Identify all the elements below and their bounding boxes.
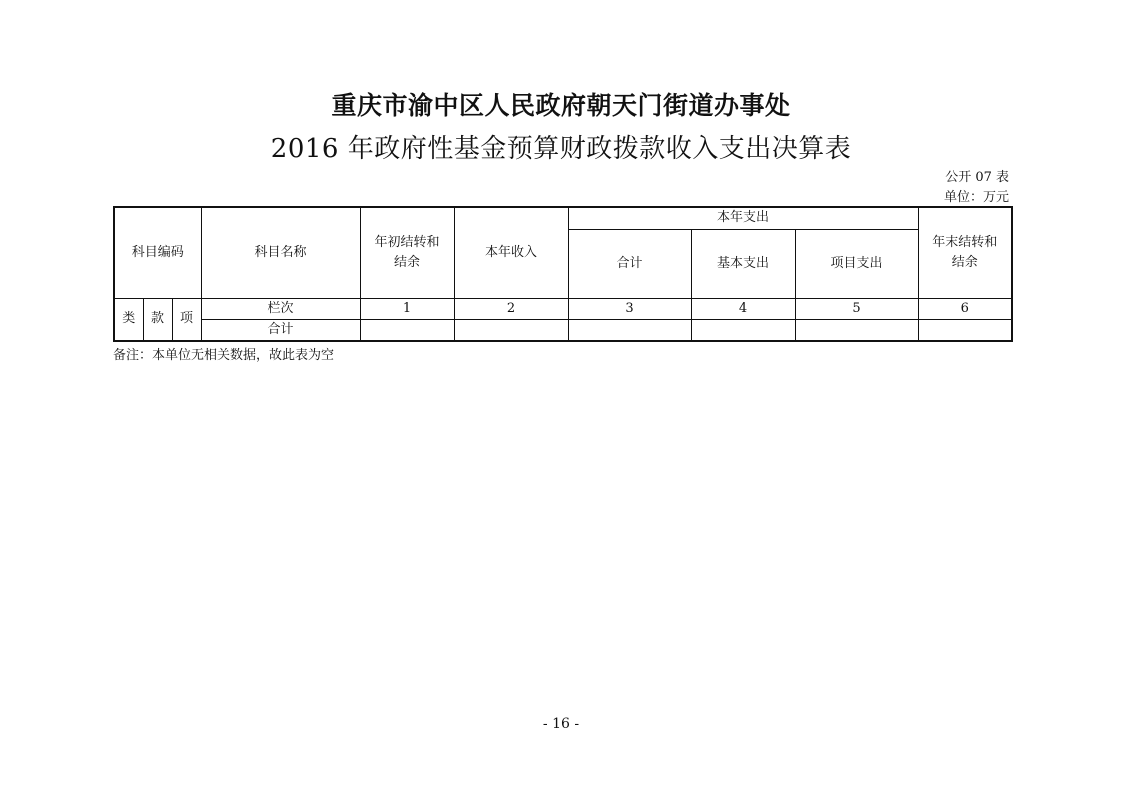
header-closing-balance: 年末结转和结余 — [918, 207, 1012, 298]
column-number: 4 — [691, 298, 795, 319]
header-subject-name: 科目名称 — [201, 207, 360, 298]
document-title: 重庆市渝中区人民政府朝天门街道办事处 — [331, 91, 791, 120]
column-index-label: 栏次 — [201, 298, 360, 319]
header-row-1 — [114, 207, 1012, 229]
table-note: 备注：本单位无相关数据，故此表为空 — [113, 348, 335, 363]
header-section: 款 — [143, 298, 172, 341]
total-row — [114, 319, 1012, 341]
column-number: 5 — [795, 298, 918, 319]
header-subject-code: 科目编码 — [114, 207, 201, 298]
header-project-expenditure: 项目支出 — [795, 229, 918, 298]
total-cell — [568, 319, 691, 341]
column-index-row — [114, 298, 1012, 319]
table-title: 2016 年政府性基金预算财政拨款收入支出决算表 — [270, 134, 852, 164]
total-cell — [691, 319, 795, 341]
total-cell — [918, 319, 1012, 341]
unit-label: 单位：万元 — [943, 190, 1009, 205]
column-number: 2 — [454, 298, 568, 319]
budget-table — [113, 206, 1013, 342]
header-class: 类 — [114, 298, 143, 341]
column-number: 3 — [568, 298, 691, 319]
header-current-income: 本年收入 — [454, 207, 568, 298]
column-number: 1 — [360, 298, 454, 319]
header-current-expenditure: 本年支出 — [568, 207, 918, 229]
column-number: 6 — [918, 298, 1012, 319]
total-cell — [360, 319, 454, 341]
header-basic-expenditure: 基本支出 — [691, 229, 795, 298]
total-cell — [795, 319, 918, 341]
total-cell — [454, 319, 568, 341]
page-number: - 16 - — [542, 716, 580, 732]
total-row-label: 合计 — [201, 319, 360, 341]
header-opening-balance: 年初结转和结余 — [360, 207, 454, 298]
form-code: 公开 07 表 — [945, 170, 1009, 185]
header-item: 项 — [172, 298, 201, 341]
header-total: 合计 — [568, 229, 691, 298]
